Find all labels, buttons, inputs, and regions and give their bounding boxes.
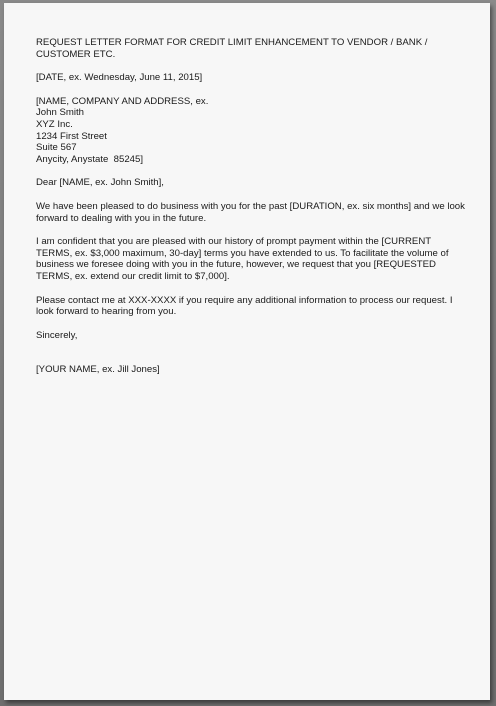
letter-title: REQUEST LETTER FORMAT FOR CREDIT LIMIT ENHANCEMENT TO VENDOR / BANK / CUSTOMER ETC.: [36, 37, 428, 60]
paragraph-1: We have been pleased to do business with you for the past [DURATION, ex. six months] and we look forward to dealing with you in the future.: [36, 200, 465, 224]
recipient-city: Anycity, Anystate 85245]: [36, 153, 144, 165]
recipient-street: 1234 First Street: [36, 130, 107, 142]
date-line: [DATE, ex. Wednesday, June 11, 2015]: [36, 72, 203, 84]
paragraph-3: Please contact me at XXX-XXXX if you require any additional information to process our request. I look forward to hearing from you.: [36, 294, 453, 318]
recipient-name: John Smith: [36, 107, 84, 119]
recipient-header: [NAME, COMPANY AND ADDRESS, ex.: [36, 95, 209, 107]
signature: [YOUR NAME, ex. Jill Jones]: [36, 364, 160, 376]
closing: Sincerely,: [36, 329, 78, 341]
salutation: Dear [NAME, ex. John Smith],: [36, 177, 164, 189]
recipient-suite: Suite 567: [36, 142, 77, 154]
recipient-company: XYZ Inc.: [36, 118, 73, 130]
document-page: [4, 3, 490, 700]
recipient-address: [36, 96, 468, 166]
paragraph-2: I am confident that you are pleased with our history of prompt payment within the [CURRENT TERMS, ex. $3,000 maximum, 30-day] terms you have extended to us. To facilitate the volume of business we foresee doing with you in the future, however, we request that you [REQUESTED TERMS, ex. extend our credit limit to $7,000].: [36, 236, 449, 282]
letter-content: [36, 37, 468, 376]
